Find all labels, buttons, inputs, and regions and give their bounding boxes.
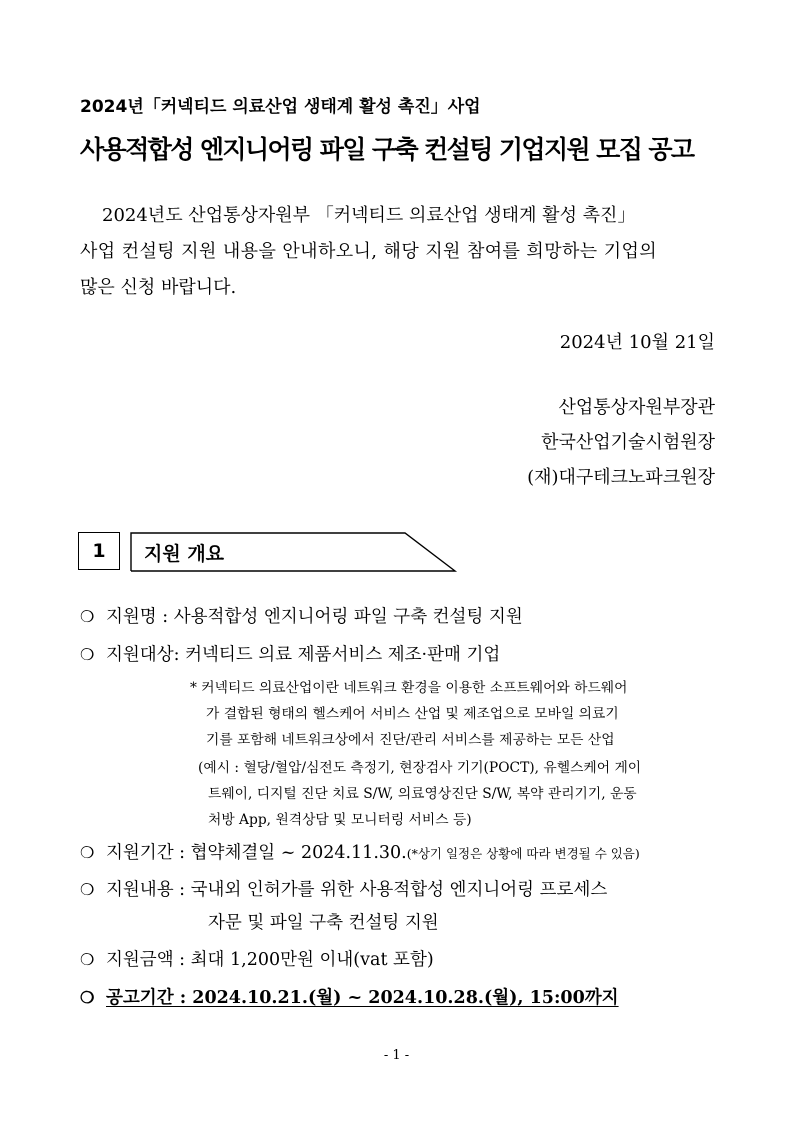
item-support-name-text: 지원명 : 사용적합성 엔지니어링 파일 구축 컨설팅 지원 [106,607,523,627]
item-support-content-line2: 자문 및 파일 구축 컨설팅 지원 [208,913,439,933]
signatory-2: 한국산업기술시험원장 [541,432,715,453]
announcement-title: 사용적합성 엔지니어링 파일 구축 컨설팅 기업지원 모집 공고 [80,135,694,164]
section-heading [130,532,460,572]
item-support-content [80,876,607,934]
announcement-date: 2024년 10월 21일 [559,332,715,353]
bullet-icon: ❍ [80,950,95,969]
target-definition-note [190,675,735,753]
item-announce-period-text: 공고기간 : 2024.10.21.(월) ~ 2024.10.28.(월), 15:00까지 [106,988,619,1008]
signatory-1: 산업통상자원부장관 [558,397,715,418]
announcement-subtitle: 2024년「커넥티드 의료산업 생태계 활성 촉진」사업 [80,97,481,117]
bullet-icon: ❍ [80,607,95,626]
item-support-period-note: (*상기 일정은 상황에 따라 변경될 수 있음) [406,846,640,861]
bullet-icon: ❍ [80,843,95,862]
page-number: - 1 - [383,1048,410,1063]
intro-line-1: 2024년도 산업통상자원부 「커넥티드 의료산업 생태계 활성 촉진」 [102,205,636,226]
intro-line-2: 사업 컨설팅 지원 내용을 안내하오니, 해당 지원 참여를 희망하는 기업의 [80,241,658,262]
item-support-amount [80,946,434,971]
intro-line-3: 많은 신청 바랍니다. [80,277,237,298]
target-example-note [198,755,743,833]
item-support-period-text: 지원기간 : 협약체결일 ~ 2024.11.30. [106,843,407,863]
intro-paragraph [80,198,720,306]
note-line-1: * 커넥티드 의료산업이란 네트워크 환경을 이용한 소프트웨어와 하드웨어 [190,680,628,696]
item-support-target-text: 지원대상: 커넥티드 의료 제품서비스 제조·판매 기업 [106,645,501,665]
item-support-name [80,603,523,628]
item-support-content-line1: 지원내용 : 국내외 인허가를 위한 사용적합성 엔지니어링 프로세스 [106,880,608,900]
signatory-3: (재)대구테크노파크원장 [527,467,715,488]
item-support-amount-text: 지원금액 : 최대 1,200만원 이내(vat 포함) [106,950,434,970]
note-line-3: 기를 포함해 네트워크상에서 진단/관리 서비스를 제공하는 모든 산업 [206,732,615,748]
note-line-2: 가 결합된 형태의 헬스케어 서비스 산업 및 제조업으로 모바일 의료기 [206,706,619,722]
bullet-icon: ❍ [80,988,95,1007]
bullet-icon: ❍ [80,645,95,664]
item-support-target [80,641,500,666]
bullet-icon: ❍ [80,880,95,899]
example-line-1: (예시 : 혈당/혈압/심전도 측정기, 현장검사 기기(POCT), 유헬스케어 게이 [198,760,642,776]
example-line-3: 처방 App, 원격상담 및 모니터링 서비스 등) [208,812,472,828]
example-line-2: 트웨이, 디지털 진단 치료 S/W, 의료영상진단 S/W, 복약 관리기기, 운동 [208,786,637,802]
item-announce-period [80,984,619,1009]
item-support-period [80,839,640,864]
section-title: 지원 개요 [144,543,225,565]
section-number-box: 1 [78,532,120,570]
